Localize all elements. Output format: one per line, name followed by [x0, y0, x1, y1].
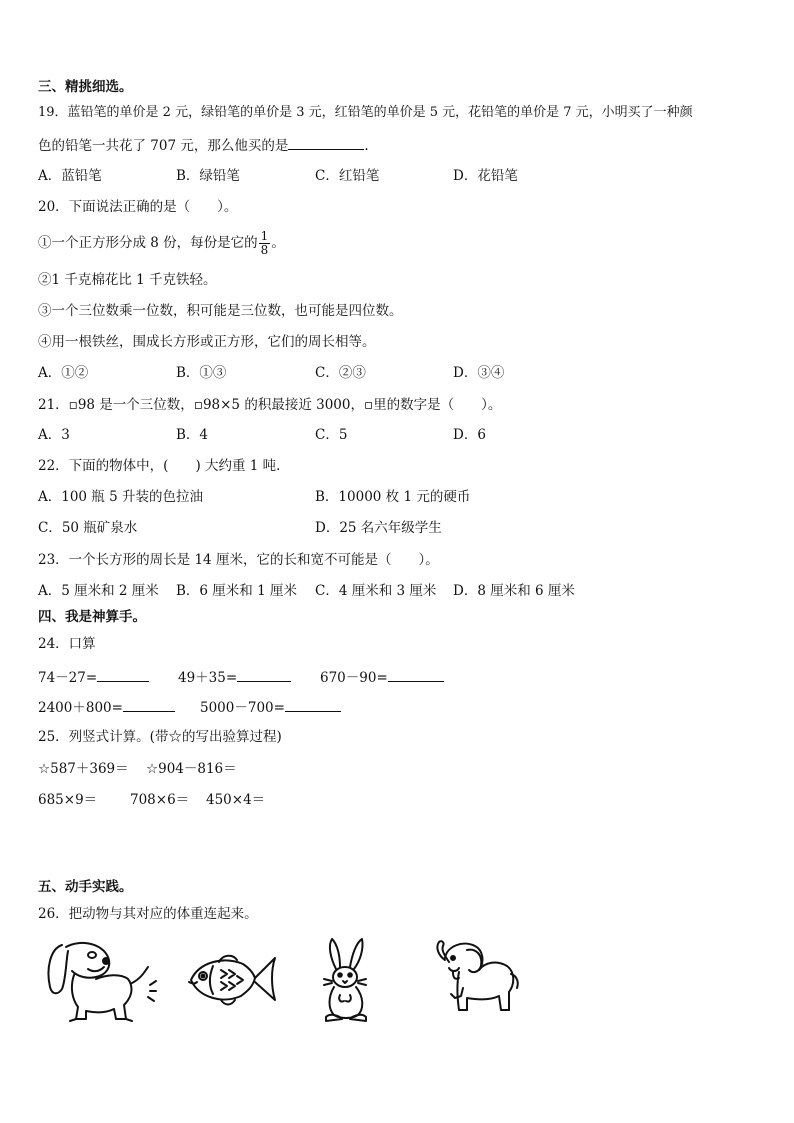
q24-answer-blank[interactable] — [237, 667, 291, 682]
q23-option-a[interactable]: A．5 厘米和 2 厘米 — [38, 583, 159, 599]
q23-option-d[interactable]: D．8 厘米和 6 厘米 — [453, 583, 575, 599]
q20-statement-1 — [38, 226, 285, 260]
q24-answer-blank[interactable] — [285, 697, 341, 712]
q19-line2 — [38, 135, 369, 155]
q24-item-5 — [200, 697, 341, 717]
q20-statement-4: ④用一根铁丝，围成长方形或正方形，它们的周长相等。 — [38, 334, 376, 350]
q25-expression: 450×4＝ — [206, 792, 266, 808]
q24-expression: 74－27= — [38, 670, 98, 686]
fraction-one-eighth — [259, 230, 271, 257]
fraction-denominator: 8 — [260, 242, 269, 257]
q23-stem: 23．一个长方形的周长是 14 厘米，它的长和宽不可能是（ ）。 — [38, 552, 439, 568]
q25-expression: ☆587＋369＝ — [38, 761, 129, 777]
q25-expression: ☆904－816＝ — [146, 761, 237, 777]
rabbit-icon — [318, 935, 374, 1025]
q19-option-b[interactable]: B．绿铅笔 — [176, 168, 240, 184]
q20-option-a[interactable]: A．①② — [38, 365, 89, 381]
q24-expression: 49＋35= — [178, 670, 238, 686]
q24-item-4 — [38, 697, 175, 717]
q25-expression: 685×9＝ — [38, 792, 98, 808]
q20-option-d[interactable]: D．③④ — [453, 365, 505, 381]
section5-heading: 五、动手实践。 — [38, 879, 133, 895]
q20-option-b[interactable]: B．①③ — [176, 365, 227, 381]
q22-option-a[interactable]: A．100 瓶 5 升装的色拉油 — [38, 489, 203, 505]
q19-option-c[interactable]: C．红铅笔 — [315, 168, 380, 184]
q23-option-c[interactable]: C．4 厘米和 3 厘米 — [315, 583, 437, 599]
q19-option-a[interactable]: A．蓝铅笔 — [38, 168, 102, 184]
q20-stem: 20．下面说法正确的是（ ）。 — [38, 199, 238, 215]
q20-statement-1-end: 。 — [271, 235, 285, 251]
q24-answer-blank[interactable] — [388, 667, 444, 682]
q21-option-b[interactable]: B．4 — [176, 427, 209, 443]
dog-icon — [40, 935, 160, 1025]
q24-answer-blank[interactable] — [97, 667, 149, 682]
section3-heading: 三、精挑细选。 — [38, 79, 133, 95]
q22-option-d[interactable]: D．25 名六年级学生 — [315, 520, 442, 536]
q23-option-b[interactable]: B．6 厘米和 1 厘米 — [176, 583, 297, 599]
q19-line1: 19．蓝铅笔的单价是 2 元，绿铅笔的单价是 3 元，红铅笔的单价是 5 元，花铅笔的单价是 7 元，小明买了一种颜 — [38, 105, 693, 120]
q19-line2-text: 色的铅笔一共花了 707 元，那么他买的是 — [38, 138, 289, 154]
q19-option-d[interactable]: D．花铅笔 — [453, 168, 518, 184]
q26-stem: 26．把动物与其对应的体重连起来。 — [38, 906, 258, 922]
q19-answer-blank[interactable] — [288, 135, 364, 150]
q24-item-2 — [178, 667, 291, 687]
q25-expression: 708×6＝ — [130, 792, 190, 808]
q24-item-1 — [38, 667, 149, 687]
q25-stem: 25．列竖式计算。(带☆的写出验算过程) — [38, 729, 282, 745]
q20-statement-2: ②1 千克棉花比 1 千克铁轻。 — [38, 272, 217, 288]
q24-item-3 — [320, 667, 444, 687]
q20-statement-1-text: ①一个正方形分成 8 份，每份是它的 — [38, 235, 258, 251]
section4-heading: 四、我是神算手。 — [38, 609, 146, 625]
q21-option-a[interactable]: A．3 — [38, 427, 70, 443]
fraction-numerator: 1 — [260, 228, 269, 243]
q21-stem: 21．▫98 是一个三位数，▫98×5 的积最接近 3000，▫里的数字是（ ）。 — [38, 397, 502, 413]
q24-expression: 670－90= — [320, 670, 388, 686]
q24-expression: 5000－700= — [200, 700, 285, 716]
q24-expression: 2400＋800= — [38, 700, 123, 716]
q24-stem: 24．口算 — [38, 636, 96, 652]
q20-option-c[interactable]: C．②③ — [315, 365, 366, 381]
fish-icon — [183, 950, 279, 1010]
q22-stem: 22．下面的物体中，( ) 大约重 1 吨． — [38, 458, 290, 474]
q19-line2-end: . — [364, 138, 369, 154]
q21-option-d[interactable]: D．6 — [453, 427, 486, 443]
q20-statement-3: ③一个三位数乘一位数，积可能是三位数，也可能是四位数。 — [38, 303, 403, 319]
q22-option-c[interactable]: C．50 瓶矿泉水 — [38, 520, 138, 536]
q24-answer-blank[interactable] — [123, 697, 175, 712]
q22-option-b[interactable]: B．10000 枚 1 元的硬币 — [315, 489, 471, 505]
elephant-icon — [423, 938, 523, 1020]
q21-option-c[interactable]: C．5 — [315, 427, 348, 443]
